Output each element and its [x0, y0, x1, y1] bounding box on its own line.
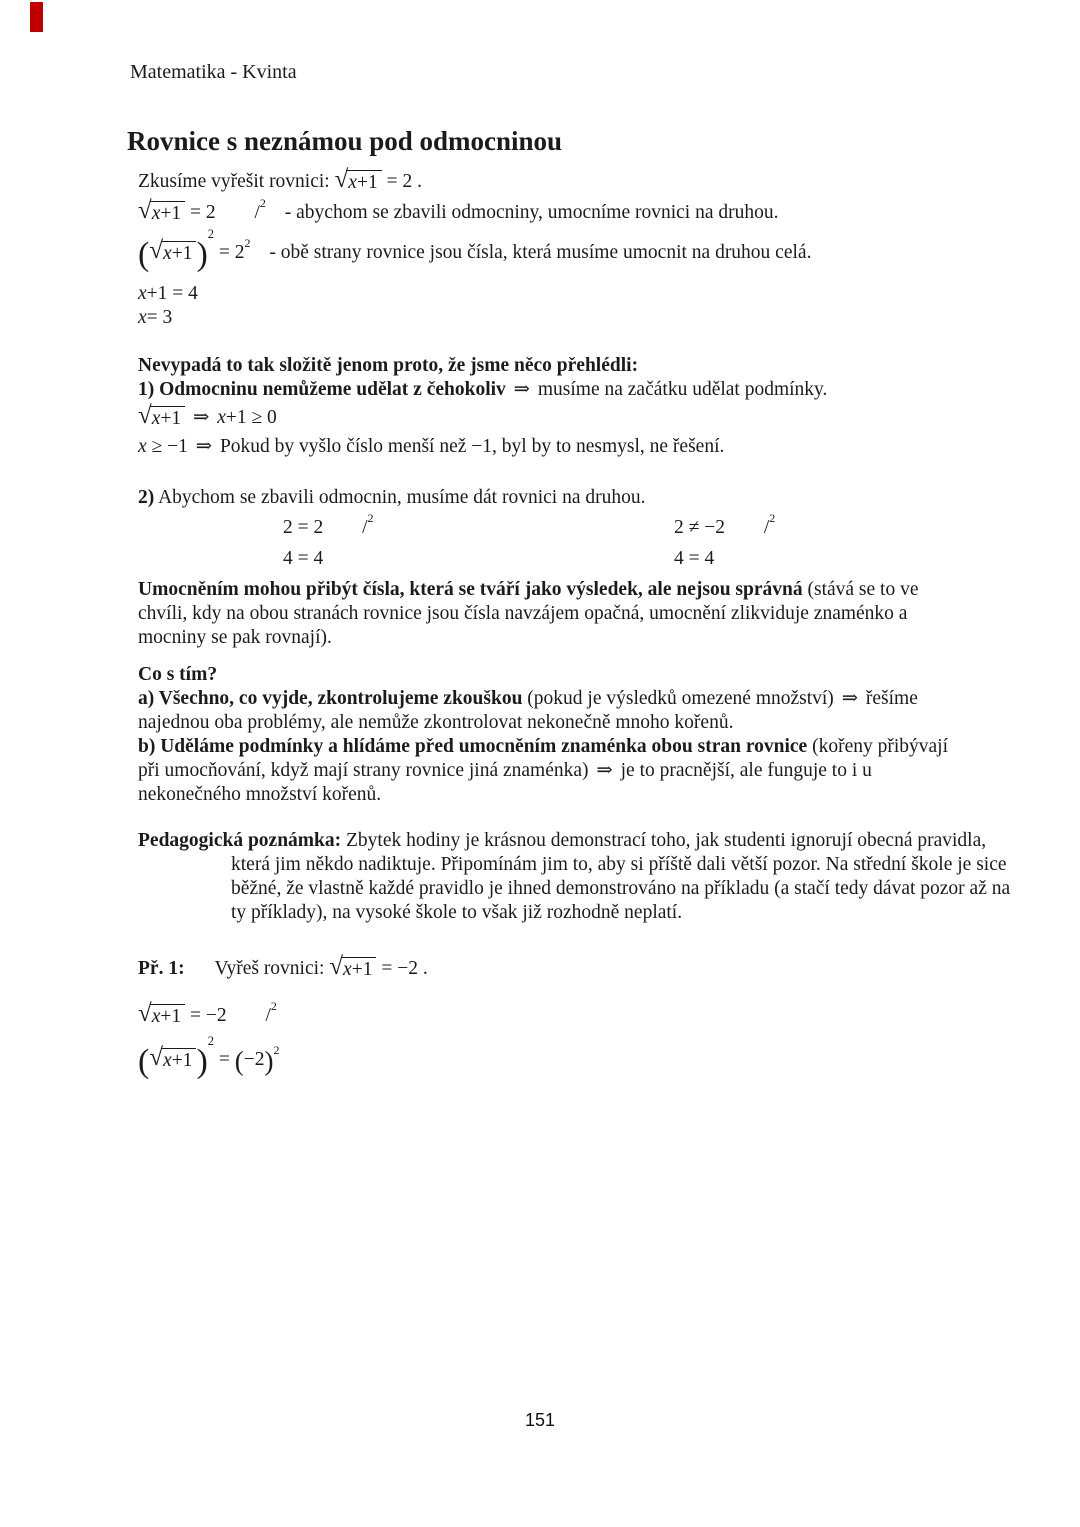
example-1 [138, 952, 956, 1080]
exponent-2: 2 [769, 510, 776, 525]
equation: 2 ≠ −2 [674, 516, 725, 538]
sqrt-expression [138, 999, 185, 1029]
step-note: - obě strany rovnice jsou čísla, která musíme umocnit na druhou celá. [269, 241, 812, 263]
exponent-2: 2 [207, 1033, 215, 1048]
math-var: x [151, 407, 161, 429]
section-heading: Co s tím? [138, 663, 218, 685]
left-paren: ( [138, 1042, 150, 1080]
condition-result-line [138, 435, 956, 459]
intro-rhs: = 2 . [386, 171, 422, 192]
math-var: x [138, 282, 147, 304]
equation-rest: +1 = 4 [146, 282, 198, 304]
neg-two: −2 [243, 1048, 265, 1070]
option-a-bold: a) Všechno, co vyjde, zkontrolujeme zkouškou [138, 687, 523, 709]
squaring-comparison [138, 510, 956, 578]
radicand [161, 1048, 196, 1071]
intro-text: Zkusíme vyřešit rovnici: [138, 171, 330, 192]
intro-line [138, 166, 956, 195]
option-a-mid: (pokud je výsledků omezené množství) [527, 687, 834, 709]
condition-bound: ≥ −1 [151, 435, 188, 457]
math-var: x [163, 242, 172, 264]
radicand [341, 957, 376, 980]
comparison-left-column [283, 510, 374, 578]
exponent-2: 2 [244, 235, 251, 250]
step-line-square-both-sides [138, 195, 956, 226]
condition-note: Pokud by vyšlo číslo menší než −1, byl by to nesmysl, ne řešení. [219, 435, 725, 457]
radicand-rest: +1 [356, 172, 378, 193]
equation-rhs: = 2 [218, 241, 245, 263]
equation-line [138, 282, 956, 306]
slash: / [265, 1004, 271, 1026]
exponent-2: 2 [273, 1042, 280, 1057]
equation: 4 = 4 [674, 547, 715, 569]
example-1-squared-line [138, 1033, 956, 1080]
warning-bold: Umocněním mohou přibýt čísla, která se tváří jako výsledek, ale nejsou správná [138, 578, 803, 600]
math-var: x [138, 306, 147, 328]
option-b-paragraph [138, 735, 956, 807]
section-overlooked [138, 354, 956, 459]
square-operator [254, 195, 266, 223]
slash: / [362, 516, 368, 538]
implies-arrow: ⇒ [596, 759, 613, 781]
equation-rhs: = 2 [189, 201, 216, 223]
rule-2-rest: Abychom se zbavili odmocnin, musíme dát rovnici na druhou. [158, 486, 646, 508]
rule-1-bold: 1) Odmocninu nemůžeme udělat z čehokoliv [138, 378, 506, 400]
implies-arrow: ⇒ [192, 406, 210, 428]
radicand-rest: +1 [160, 1005, 182, 1027]
equation-line [283, 510, 374, 547]
radicand [150, 1004, 185, 1027]
equation-line [283, 547, 374, 578]
radicand-rest: +1 [171, 1049, 193, 1071]
running-header: Matematika - Kvinta [130, 61, 297, 83]
page-number: 151 [524, 1410, 556, 1430]
pedagogical-note [138, 829, 1023, 925]
slash: / [254, 201, 260, 223]
left-paren: ( [234, 1045, 244, 1076]
radical-sign-icon: √ [149, 1043, 164, 1071]
section-what-to-do [138, 663, 956, 807]
example-1-task: Vyřeš rovnici: [214, 957, 325, 979]
exponent-2: 2 [207, 226, 215, 241]
equation-rhs: = −2 [189, 1004, 227, 1026]
pedagogical-note-text: Zbytek hodiny je krásnou demonstrací toho, jak studenti ignorují obecná pravidla, která jim někdo nadiktuje. Připomínám jim to, aby si příště dali větší pozor. Na střední škole je sice běžné, že vlastně každé pravidlo je ihned demonstrováno na příkladu (a stačí tedy dávat pozor až na ty příklady), na vysoké škole to však již rozhodně neplatí. [231, 829, 1011, 923]
sqrt-expression [334, 166, 382, 195]
right-paren: ) [264, 1045, 274, 1076]
math-var: x [343, 958, 352, 980]
warning-rest: (stává se to ve chvíli, kdy na obou stranách rovnice jsou čísla navzájem opačná, umocnění zlikviduje znaménko a mocniny se pak rovnají). [138, 578, 919, 648]
right-paren: ) [196, 235, 208, 273]
exponent-2: 2 [259, 195, 266, 210]
red-bookmark-mark [30, 2, 43, 32]
math-var: x [163, 1049, 172, 1071]
equals-sign: = [218, 1048, 230, 1070]
equation: 4 = 4 [283, 547, 324, 569]
square-operator [362, 510, 374, 538]
radical-sign-icon: √ [138, 196, 152, 224]
radical-sign-icon: √ [334, 166, 349, 193]
radical-sign-icon: √ [329, 952, 344, 980]
square-operator [763, 510, 776, 538]
equation-line [674, 510, 776, 547]
square-operator [265, 998, 277, 1026]
option-b-bold: b) Uděláme podmínky a hlídáme před umocněním znaménka obou stran rovnice [138, 735, 808, 757]
step-note: - abychom se zbavili odmocniny, umocníme rovnici na druhou. [284, 201, 779, 223]
implies-arrow: ⇒ [195, 435, 213, 457]
math-var: x [151, 202, 161, 224]
radicand [346, 170, 381, 193]
pedagogical-note-label: Pedagogická poznámka: [138, 829, 342, 851]
option-b-rest: je to pracnější, ale funguje to i u nekonečného množství kořenů. [138, 759, 872, 805]
sqrt-expression [149, 236, 196, 266]
math-var: x [138, 435, 147, 457]
radicand [161, 241, 196, 264]
equation: 2 = 2 [283, 516, 324, 538]
sqrt-expression [138, 196, 185, 226]
rule-2-line [138, 486, 956, 510]
sqrt-expression [329, 952, 376, 982]
section-squaring [138, 486, 956, 650]
exponent-2: 2 [367, 510, 374, 525]
option-a-paragraph [138, 687, 956, 735]
left-paren: ( [138, 235, 150, 273]
step-line-squared [138, 226, 956, 273]
condition-expression [217, 407, 277, 428]
example-1-label: Př. 1: [138, 957, 185, 979]
radical-sign-icon: √ [138, 401, 152, 429]
equation-line [138, 306, 956, 330]
squaring-warning-paragraph [138, 578, 956, 650]
radicand-rest: +1 [160, 407, 182, 429]
right-paren: ) [196, 1042, 208, 1080]
math-var: x [151, 1005, 161, 1027]
content-area [138, 166, 1011, 1080]
sqrt-expression [149, 1043, 196, 1073]
radical-sign-icon: √ [149, 236, 164, 264]
math-var: x [217, 406, 226, 428]
radical-sign-icon: √ [138, 999, 152, 1027]
equation-line [674, 547, 775, 578]
math-var: x [348, 172, 357, 193]
equation-rest: = 3 [146, 306, 173, 328]
example-1-heading [138, 952, 956, 982]
comparison-right-column [674, 510, 776, 578]
example-1-step-line [138, 998, 956, 1029]
rule-1-rest: musíme na začátku udělat podmínky. [537, 378, 828, 400]
sqrt-expression [138, 401, 185, 431]
radicand [150, 406, 185, 429]
option-a-rest: řešíme najednou oba problémy, ale nemůže zkontrolovat nekonečně mnoho kořenů. [138, 687, 918, 733]
condition-rest: +1 ≥ 0 [225, 406, 277, 428]
radicand-rest: +1 [160, 202, 182, 224]
rule-2-bold: 2) [138, 486, 155, 508]
example-1-rhs: = −2 . [381, 957, 428, 979]
section-heading: Nevypadá to tak složitě jenom proto, že jsme něco přehlédli: [138, 354, 639, 376]
radicand [150, 201, 185, 224]
exponent-2: 2 [270, 998, 277, 1013]
option-b-mid: (kořeny přibývají při umocňování, když mají strany rovnice jiná znaménka) [138, 735, 948, 781]
implies-arrow: ⇒ [513, 378, 530, 400]
implies-arrow: ⇒ [841, 687, 859, 709]
neg-two-squared [234, 1042, 280, 1076]
page-title: Rovnice s neznámou pod odmocninou [127, 126, 563, 156]
rule-1-line [138, 378, 956, 402]
radicand-rest: +1 [171, 242, 193, 264]
condition-line [138, 401, 956, 431]
slash: / [763, 516, 770, 538]
radicand-rest: +1 [351, 958, 373, 980]
